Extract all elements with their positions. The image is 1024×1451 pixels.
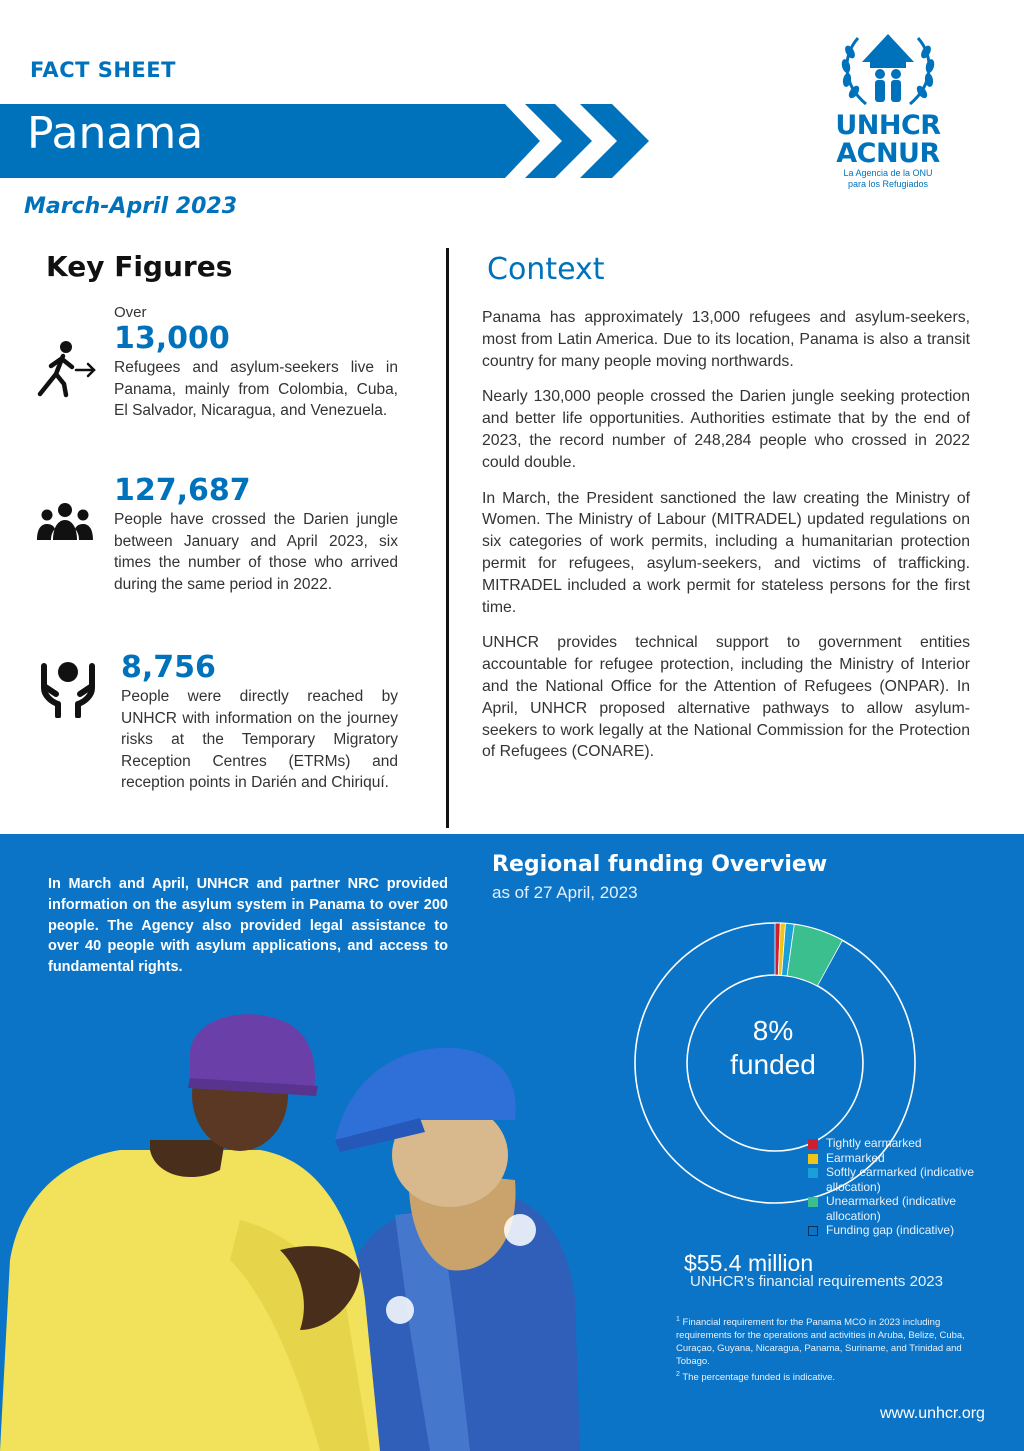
- highlight-text: In March and April, UNHCR and partner NRC provided information on the asylum system in Panama to over 200 people. The Agency also provided legal assistance to over 40 people with asylum applications, and access to fundamental rights.: [48, 876, 448, 976]
- hands-protect-icon: [38, 660, 98, 718]
- unhcr-logo: [826, 28, 950, 198]
- funding-subtitle: as of 27 April, 2023: [492, 883, 638, 902]
- context-paragraph: Nearly 130,000 people crossed the Darien jungle seeking protection and better life opportunities. Authorities estimate that by the end of 2023, the record number of 248,284 people who crossed in 2022 could double.: [482, 388, 970, 471]
- legend-item: [806, 1165, 1006, 1194]
- funded-percentage: [700, 1014, 846, 1082]
- donut-slice: [787, 924, 842, 986]
- legend-item: [806, 1194, 1006, 1223]
- logo-tagline-2: para los Refugiados: [847, 179, 929, 189]
- key-figure-number: 13,000: [114, 321, 230, 356]
- footnote-2: [676, 1368, 994, 1384]
- legend-label: Tightly earmarked: [826, 1136, 922, 1150]
- legend-swatch: [808, 1139, 818, 1149]
- footnotes: [676, 1313, 994, 1384]
- context-paragraph: UNHCR provides technical support to government entities accountable for refugee protection, including the Ministry of Interior and the National Office for the Attention of Refugees (ONPAR). In April, UNHCR proposed alternative pathways to allow asylum-seekers to work legally at the National Commission for the Protection of Refugees (CONARE).: [482, 634, 970, 761]
- legend-swatch: [808, 1168, 818, 1178]
- chart-legend: [806, 1136, 1006, 1238]
- legend-item: [806, 1151, 1006, 1166]
- context-body: [482, 307, 970, 777]
- logo-tagline-1: La Agencia de la ONU: [843, 168, 933, 178]
- legend-label: Funding gap (indicative): [826, 1223, 955, 1237]
- context-paragraph: In March, the President sanctioned the law creating the Ministry of Women. The Ministry of Labour (MITRADEL) updated regulations on six categories of work permits, including a humanitarian protection permit for refugees, asylum-seekers, and victims of trafficking. MITRADEL included a work permit for stateless persons for the first time.: [482, 489, 970, 616]
- page-title: Panama: [27, 108, 204, 159]
- funded-percent-label: funded: [730, 1049, 816, 1080]
- context-title: Context: [487, 252, 605, 287]
- key-figures-title: Key Figures: [46, 250, 233, 283]
- website-link[interactable]: www.unhcr.org: [880, 1405, 985, 1422]
- fact-sheet-label: FACT SHEET: [30, 58, 176, 82]
- footnote-text: Financial requirement for the Panama MCO in 2023 including requirements for the operations and activities in Aruba, Belize, Cuba, Curaçao, Guyana, Nicaragua, Panama, Suriname, and Trinidad and Tobago.: [676, 1317, 965, 1368]
- key-figure-text: People have crossed the Darien jungle between January and April 2023, six times the number of those who arrived during the same period in 2022.: [114, 511, 398, 593]
- column-divider: [446, 248, 449, 828]
- key-figure-darien-crossings: [114, 473, 398, 595]
- legend-swatch: [808, 1154, 818, 1164]
- field-staff-photo: [0, 1000, 610, 1451]
- logo-wordmark-unhcr: UNHCR: [835, 110, 941, 141]
- legend-label: Softly earmarked (indicative allocation): [826, 1165, 975, 1194]
- legend-label: Earmarked: [826, 1150, 885, 1165]
- legend-item: [806, 1136, 1006, 1151]
- footnote-mark: 2: [676, 1371, 680, 1379]
- footnote-1: [676, 1313, 994, 1368]
- chevrons-icon: [520, 104, 670, 178]
- legend-swatch: [808, 1197, 818, 1207]
- footnote-text: The percentage funded is indicative.: [682, 1372, 836, 1384]
- legend-label: Unearmarked (indicative allocation): [826, 1194, 957, 1223]
- requirement-amount: $55.4 million: [684, 1250, 814, 1276]
- legend-item: [806, 1223, 1006, 1238]
- key-figure-text: Refugees and asylum-seekers live in Panama, mainly from Colombia, Cuba, El Salvador, Nicaragua, and Venezuela.: [114, 359, 398, 419]
- logo-wordmark-acnur: ACNUR: [836, 138, 940, 169]
- funding-title: Regional funding Overview: [492, 852, 828, 877]
- funded-percent-value: 8%: [752, 1015, 794, 1046]
- report-period: March-April 2023: [24, 194, 238, 219]
- key-figure-refugees: [114, 304, 398, 422]
- footnote-mark: 1: [676, 1316, 680, 1323]
- laurel-emblem-icon: [836, 28, 940, 112]
- people-group-icon: [36, 502, 94, 542]
- key-figure-prefix: Over: [114, 304, 147, 321]
- key-figure-reached: [121, 650, 398, 794]
- key-figure-text: People were directly reached by UNHCR with information on the journey risks at the Temporary Migratory Reception Centres (ETRMs) and reception points in Darién and Chiriquí.: [121, 688, 398, 791]
- key-figure-number: 8,756: [121, 650, 216, 685]
- requirement-label: UNHCR's financial requirements 2023: [690, 1273, 943, 1290]
- context-paragraph: Panama has approximately 13,000 refugees and asylum-seekers, most from Latin America. Due to its location, Panama is also a transit country for many people moving northwards.: [482, 309, 970, 370]
- key-figure-number: 127,687: [114, 473, 251, 508]
- legend-swatch: [808, 1226, 818, 1236]
- person-walking-icon: [36, 340, 98, 398]
